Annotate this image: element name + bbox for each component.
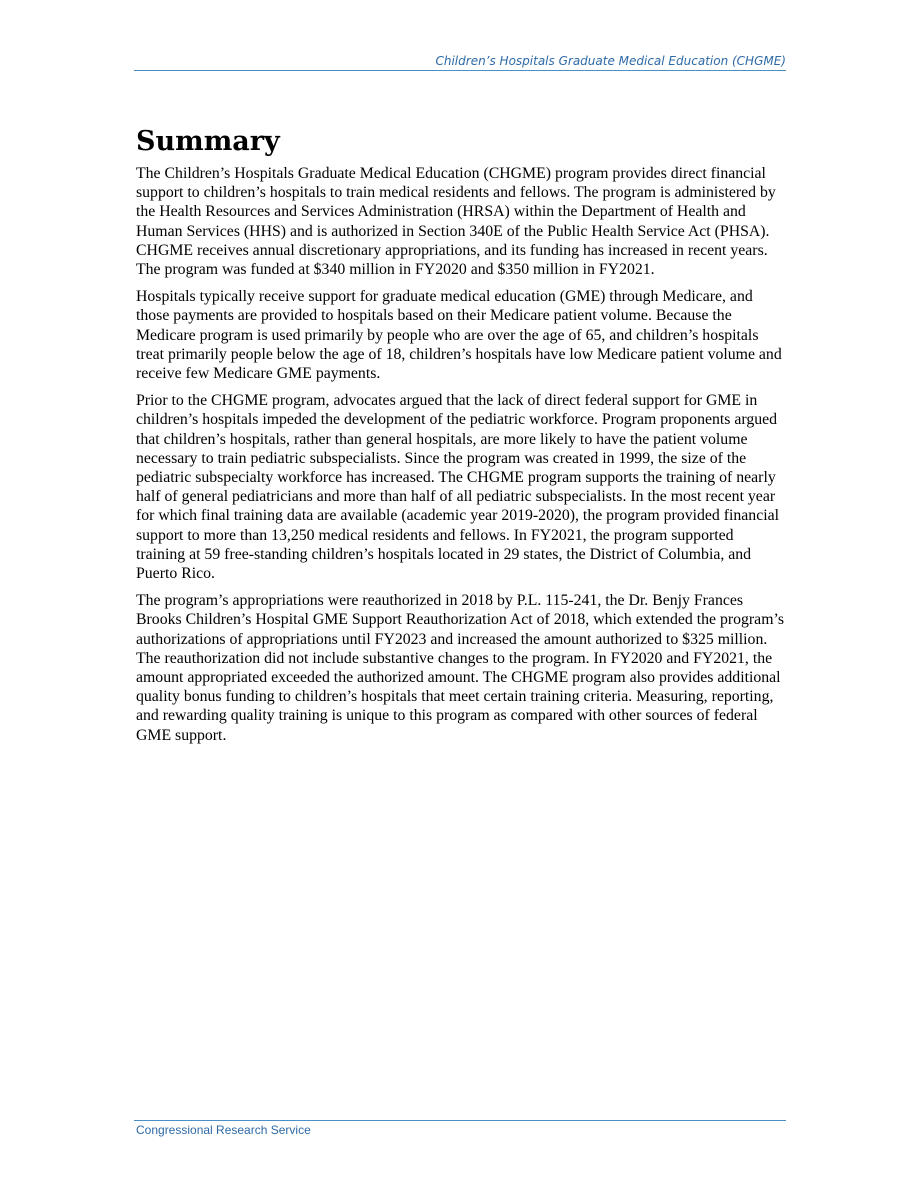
summary-section — [136, 126, 786, 753]
footer-divider — [134, 1120, 786, 1121]
summary-paragraph-3: Prior to the CHGME program, advocates argued that the lack of direct federal support for GME in children’s hospitals impeded the development of the pediatric workforce. Program proponents argued that children’s hospitals, rather than general hospitals, are more likely to have the patient volume necessary to train pediatric subspecialists. Since the program was created in 1999, the size of the pediatric subspecialty workforce has increased. The CHGME program supports the training of nearly half of general pediatricians and more than half of all pediatric subspecialists. In the most recent year for which final training data are available (academic year 2019-2020), the program provided financial support to more than 13,250 medical residents and fellows. In FY2021, the program supported training at 59 free-standing children’s hospitals located in 29 states, the District of Columbia, and Puerto Rico. — [136, 392, 780, 583]
running-header-title: Children’s Hospitals Graduate Medical Education (CHGME) — [435, 54, 786, 68]
section-heading: Summary — [136, 126, 280, 157]
running-header — [134, 54, 786, 71]
summary-paragraph-2: Hospitals typically receive support for graduate medical education (GME) through Medicare, and those payments are provided to hospitals based on their Medicare patient volume. Because the Medicare program is used primarily by people who are over the age of 65, and children’s hospitals treat primarily people below the age of 18, children’s hospitals have low Medicare patient volume and receive few Medicare GME payments. — [136, 288, 782, 383]
summary-paragraph-4: The program’s appropriations were reauthorized in 2018 by P.L. 115-241, the Dr. Benjy Frances Brooks Children’s Hospital GME Support Reauthorization Act of 2018, which extended the program’s authorizations of appropriations until FY2023 and increased the amount authorized to $325 million. The reauthorization did not include substantive changes to the program. In FY2020 and FY2021, the amount appropriated exceeded the authorized amount. The CHGME program also provides additional quality bonus funding to children’s hospitals that meet certain training criteria. Measuring, reporting, and rewarding quality training is unique to this program as compared with other sources of federal GME support. — [136, 592, 785, 744]
summary-paragraph-1: The Children’s Hospitals Graduate Medical Education (CHGME) program provides direct financial support to children’s hospitals to train medical residents and fellows. The program is administered by the Health Resources and Services Administration (HRSA) within the Department of Health and Human Services (HHS) and is authorized in Section 340E of the Public Health Service Act (PHSA). CHGME receives annual discretionary appropriations, and its funding has increased in recent years. The program was funded at $340 million in FY2020 and $350 million in FY2021. — [136, 165, 776, 279]
footer-publisher: Congressional Research Service — [136, 1123, 311, 1137]
